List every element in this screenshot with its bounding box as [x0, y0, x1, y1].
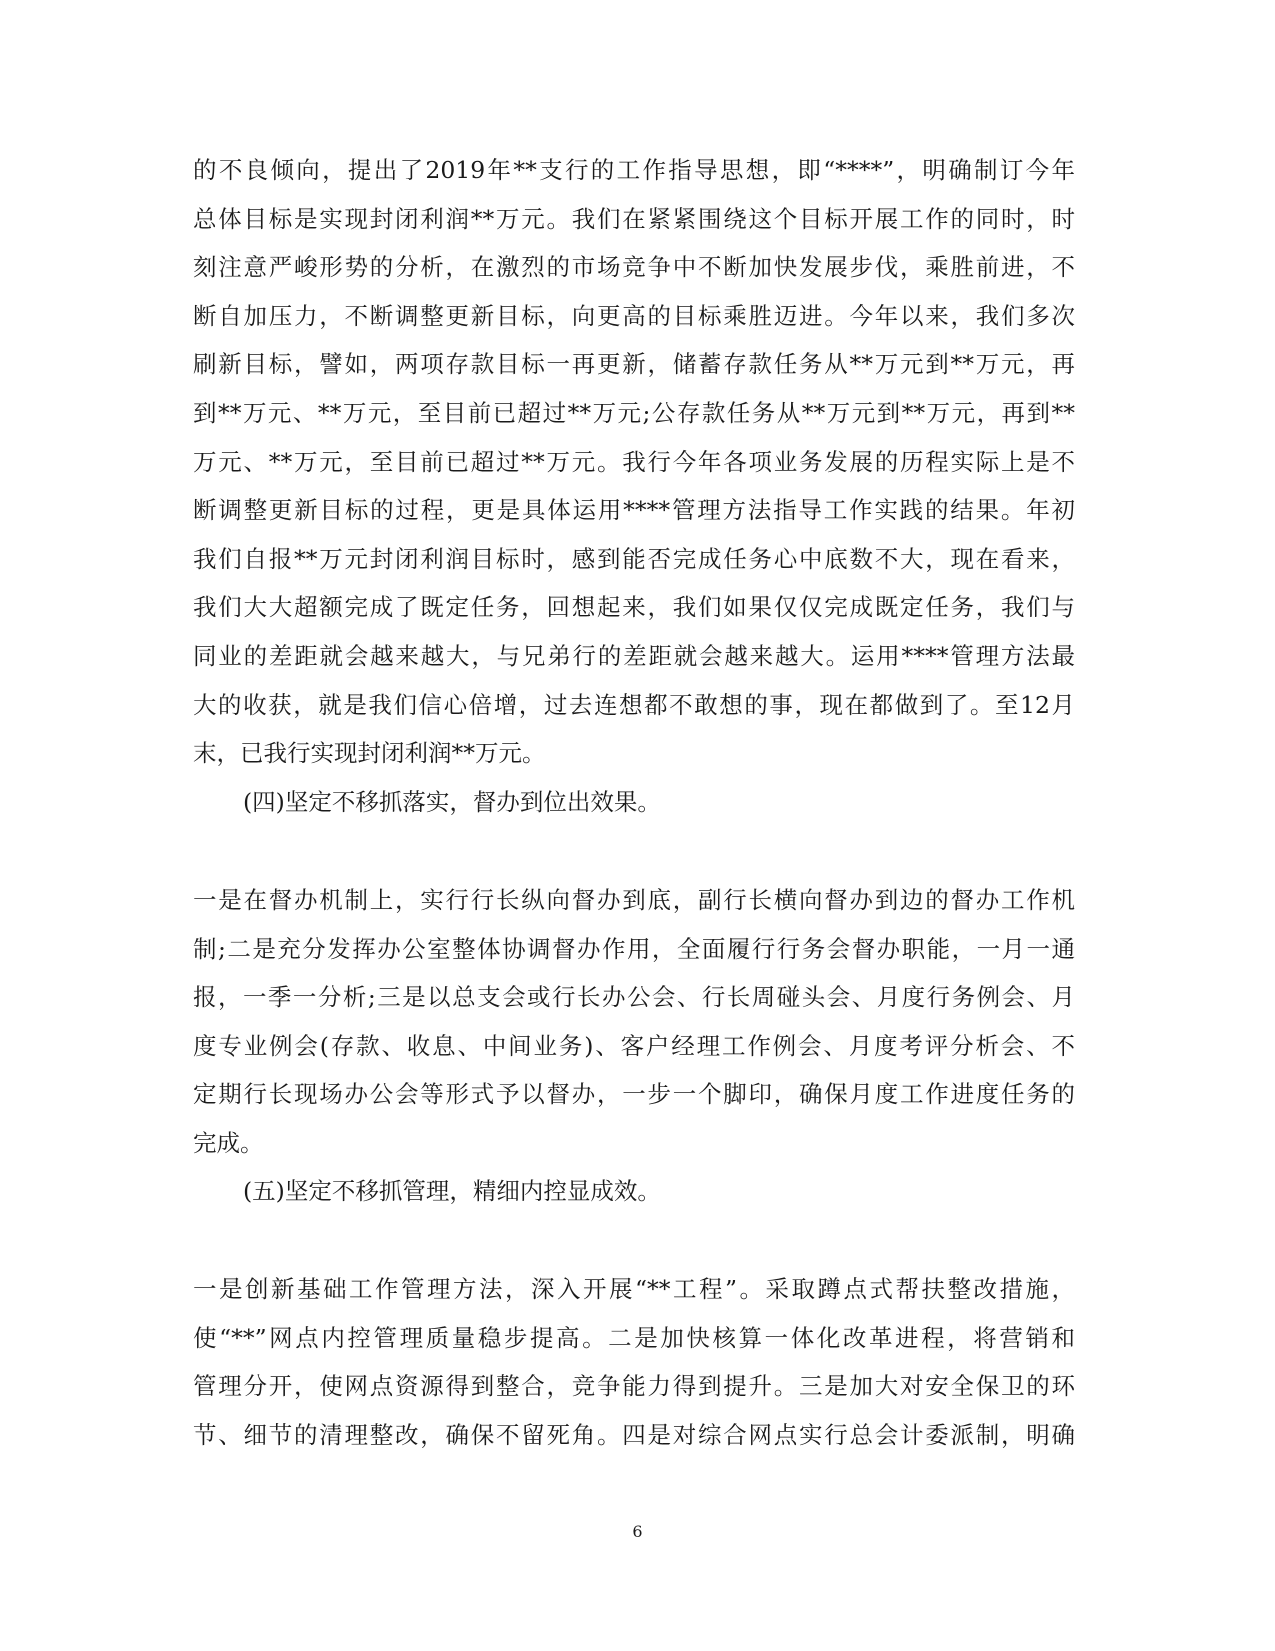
text-line: 我们自报**万元封闭利润目标时，感到能否完成任务心中底数不大，现在看来， [193, 544, 1075, 573]
text-line: 大的收获，就是我们信心倍增，过去连想都不敢想的事，现在都做到了。至12月 [193, 690, 1075, 719]
text-line: 完成。 [193, 1128, 264, 1157]
section-heading-4: (四)坚定不移抓落实，督办到位出效果。 [243, 788, 661, 816]
text-line: 制;二是充分发挥办公室整体协调督办作用，全面履行行务会督办职能，一月一通 [193, 934, 1075, 963]
text-line: 一是创新基础工作管理方法，深入开展“**工程”。采取蹲点式帮扶整改措施， [193, 1275, 1075, 1303]
text-line: 同业的差距就会越来越大，与兄弟行的差距就会越来越大。运用****管理方法最 [193, 641, 1075, 670]
text-line: 万元、**万元，至目前已超过**万元。我行今年各项业务发展的历程实际上是不 [193, 447, 1075, 476]
text-line: 到**万元、**万元，至目前已超过**万元;公存款任务从**万元到**万元，再到** [193, 398, 1075, 427]
text-line: 我们大大超额完成了既定任务，回想起来，我们如果仅仅完成既定任务，我们与 [193, 593, 1075, 622]
page-number: 6 [632, 1522, 643, 1541]
text-line: 刻注意严峻形势的分析，在激烈的市场竞争中不断加快发展步伐，乘胜前进，不 [193, 253, 1075, 282]
text-line: 管理分开，使网点资源得到整合，竞争能力得到提升。三是加大对安全保卫的环 [193, 1372, 1075, 1401]
paragraph-management [193, 1265, 1075, 1459]
text-line: 度专业例会(存款、收息、中间业务)、客户经理工作例会、月度考评分析会、不 [193, 1031, 1075, 1060]
text-line: 末，已我行实现封闭利润**万元。 [193, 739, 546, 768]
text-line: 使“**”网点内控管理质量稳步提高。二是加快核算一体化改革进程，将营销和 [193, 1323, 1075, 1352]
section-heading-5: (五)坚定不移抓管理，精细内控显成效。 [243, 1177, 661, 1205]
text-line: 刷新目标，譬如，两项存款目标一再更新，储蓄存款任务从**万元到**万元，再 [193, 350, 1075, 379]
text-line: 定期行长现场办公会等形式予以督办，一步一个脚印，确保月度工作进度任务的 [193, 1080, 1075, 1109]
text-line: 断自加压力，不断调整更新目标，向更高的目标乘胜迈进。今年以来，我们多次 [193, 301, 1075, 330]
text-line: 总体目标是实现封闭利润**万元。我们在紧紧围绕这个目标开展工作的同时，时 [193, 204, 1075, 233]
text-line: 的不良倾向，提出了2019年**支行的工作指导思想，即“****”，明确制订今年 [193, 156, 1075, 184]
text-line: 断调整更新目标的过程，更是具体运用****管理方法指导工作实践的结果。年初 [193, 496, 1075, 525]
text-line: 一是在督办机制上，实行行长纵向督办到底，副行长横向督办到边的督办工作机 [193, 886, 1075, 914]
text-line: 报，一季一分析;三是以总支会或行长办公会、行长周碰头会、月度行务例会、月 [193, 983, 1075, 1012]
paragraph-targets [193, 146, 1075, 778]
paragraph-supervision [193, 876, 1075, 1168]
text-line: 节、细节的清理整改，确保不留死角。四是对综合网点实行总会计委派制，明确 [193, 1420, 1075, 1449]
